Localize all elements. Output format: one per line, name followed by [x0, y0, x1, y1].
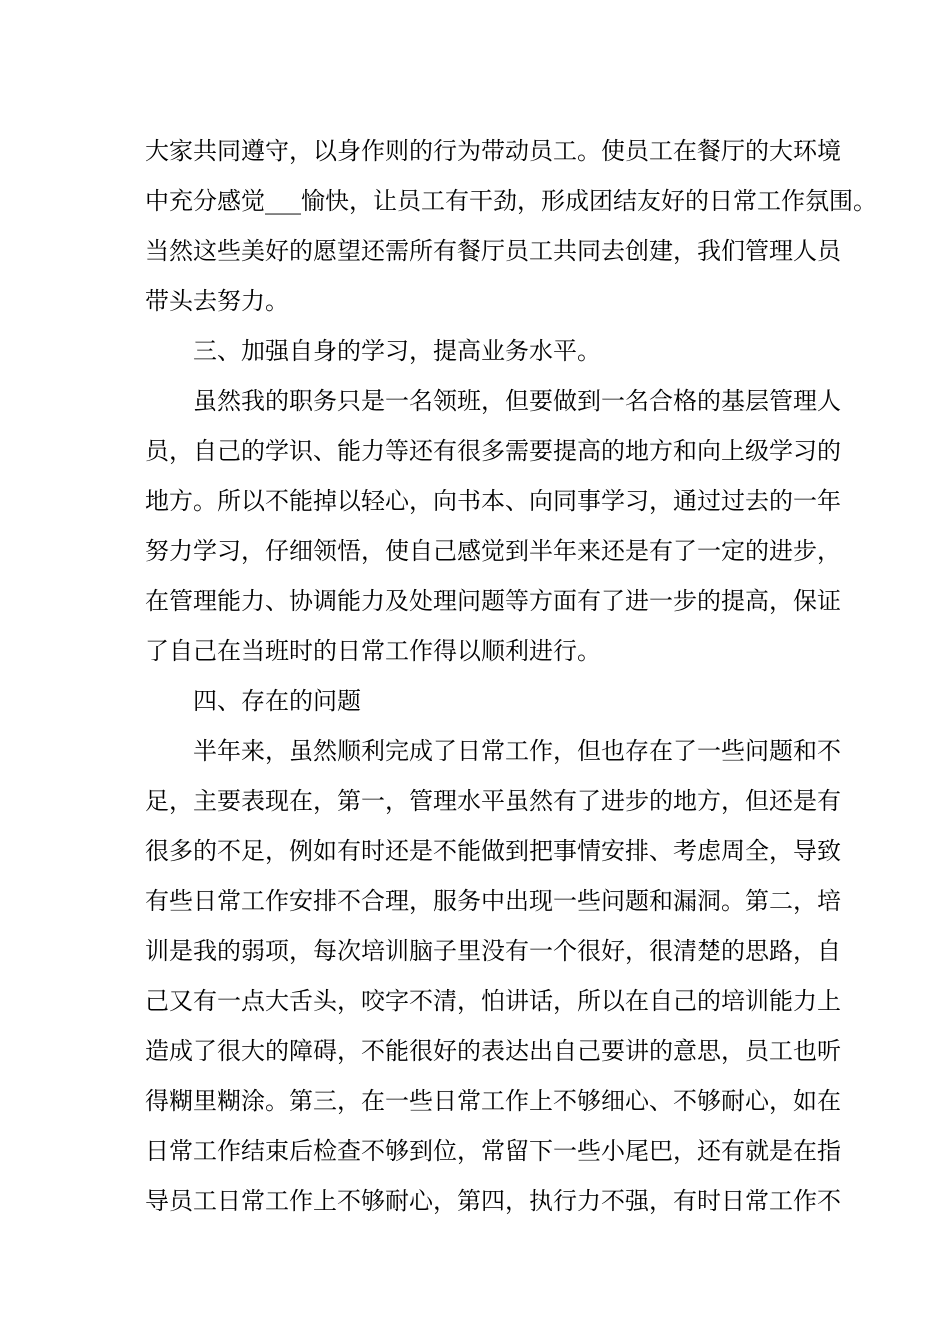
text-line: 有些日常工作安排不合理，服务中出现一些问题和漏洞。第二，培	[145, 887, 841, 915]
text-line: 努力学习，仔细领悟，使自己感觉到半年来还是有了一定的进步，	[145, 537, 841, 565]
text-line: 半年来，虽然顺利完成了日常工作，但也存在了一些问题和不	[193, 737, 841, 765]
text-line: 员，自己的学识、能力等还有很多需要提高的地方和向上级学习的	[145, 437, 841, 465]
text-line: 了自己在当班时的日常工作得以顺利进行。	[145, 637, 601, 665]
text-line: 己又有一点大舌头，咬字不清，怕讲话，所以在自己的培训能力上	[145, 987, 841, 1015]
document-body	[145, 126, 877, 1226]
text-line: 日常工作结束后检查不够到位，常留下一些小尾巴，还有就是在指	[145, 1137, 841, 1165]
text-line: 导员工日常工作上不够耐心，第四，执行力不强，有时日常工作不	[145, 1187, 841, 1215]
text-line: 训是我的弱项，每次培训脑子里没有一个很好，很清楚的思路，自	[145, 937, 841, 965]
section-heading: 四、存在的问题	[193, 687, 361, 715]
text-line: 足，主要表现在，第一，管理水平虽然有了进步的地方，但还是有	[145, 787, 841, 815]
text-line: 得糊里糊涂。第三，在一些日常工作上不够细心、不够耐心，如在	[145, 1087, 841, 1115]
text-line: 虽然我的职务只是一名领班，但要做到一名合格的基层管理人	[193, 387, 841, 415]
text-line: 造成了很大的障碍，不能很好的表达出自己要讲的意思，员工也听	[145, 1037, 841, 1065]
text-line: 大家共同遵守，以身作则的行为带动员工。使员工在餐厅的大环境	[145, 137, 841, 165]
section-heading: 三、加强自身的学习，提高业务水平。	[193, 337, 601, 365]
text-line: 在管理能力、协调能力及处理问题等方面有了进一步的提高，保证	[145, 587, 841, 615]
text-line: 很多的不足，例如有时还是不能做到把事情安排、考虑周全，导致	[145, 837, 841, 865]
text-line: 中充分感觉___愉快，让员工有干劲，形成团结友好的日常工作氛围。	[145, 187, 877, 215]
text-line: 当然这些美好的愿望还需所有餐厅员工共同去创建，我们管理人员	[145, 237, 841, 265]
text-line: 带头去努力。	[145, 287, 289, 315]
text-line: 地方。所以不能掉以轻心，向书本、向同事学习，通过过去的一年	[145, 487, 841, 515]
